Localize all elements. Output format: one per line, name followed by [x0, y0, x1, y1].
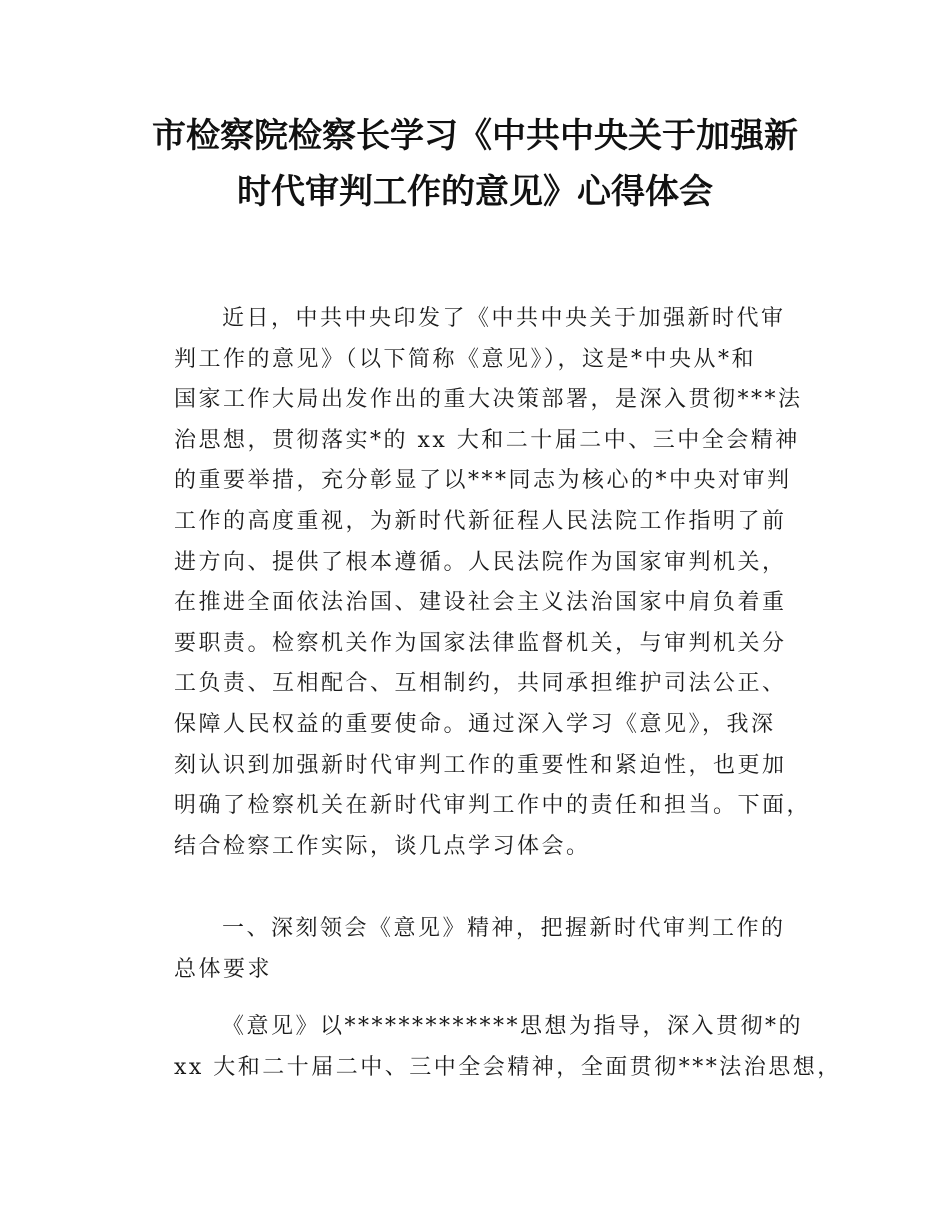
heading-line: 总体要求 — [174, 956, 273, 982]
paragraph-line: 判工作的意见》（以下简称《意见》），这是*中央从*和 — [174, 346, 757, 372]
intro-paragraph — [174, 299, 812, 867]
paragraph-line: 治思想，贯彻落实*的 xx 大和二十届二中、三中全会精神 — [174, 427, 800, 453]
paragraph-line: 《意见》以*************思想为指导，深入贯彻*的 — [222, 1014, 804, 1039]
document-title — [0, 108, 950, 220]
title-line: 时代审判工作的意见》心得体会 — [237, 172, 713, 212]
paragraph-line: 结合检察工作实际，谈几点学习体会。 — [174, 833, 591, 859]
section-heading-1 — [174, 909, 804, 990]
paragraph-line: 刻认识到加强新时代审判工作的重要性和紧迫性，也更加 — [174, 752, 787, 778]
paragraph-line: 工作的高度重视，为新时代新征程人民法院工作指明了前 — [174, 508, 787, 534]
paragraph-line: 要职责。检察机关作为国家法律监督机关，与审判机关分 — [174, 630, 787, 656]
paragraph-line: 在推进全面依法治国、建设社会主义法治国家中肩负着重 — [174, 590, 787, 616]
paragraph-line: 保障人民权益的重要使命。通过深入学习《意见》，我深 — [174, 711, 776, 737]
paragraph-line: 明确了检察机关在新时代审判工作中的责任和担当。下面， — [174, 793, 812, 819]
paragraph-line: xx 大和二十届二中、三中全会精神，全面贯彻***法治思想， — [174, 1054, 842, 1080]
section-1-paragraph — [174, 1007, 842, 1088]
heading-line: 一、深刻领会《意见》精神，把握新时代审判工作的 — [222, 916, 786, 941]
title-line: 市检察院检察长学习《中共中央关于加强新 — [152, 116, 798, 156]
paragraph-line: 近日，中共中央印发了《中共中央关于加强新时代审 — [222, 306, 786, 331]
paragraph-line: 国家工作大局出发作出的重大决策部署，是深入贯彻***法 — [174, 387, 803, 413]
paragraph-line: 工负责、互相配合、互相制约，共同承担维护司法公正、 — [174, 671, 787, 697]
paragraph-line: 进方向、提供了根本遵循。人民法院作为国家审判机关， — [174, 549, 787, 575]
paragraph-line: 的重要举措，充分彰显了以***同志为核心的*中央对审判 — [174, 468, 792, 494]
